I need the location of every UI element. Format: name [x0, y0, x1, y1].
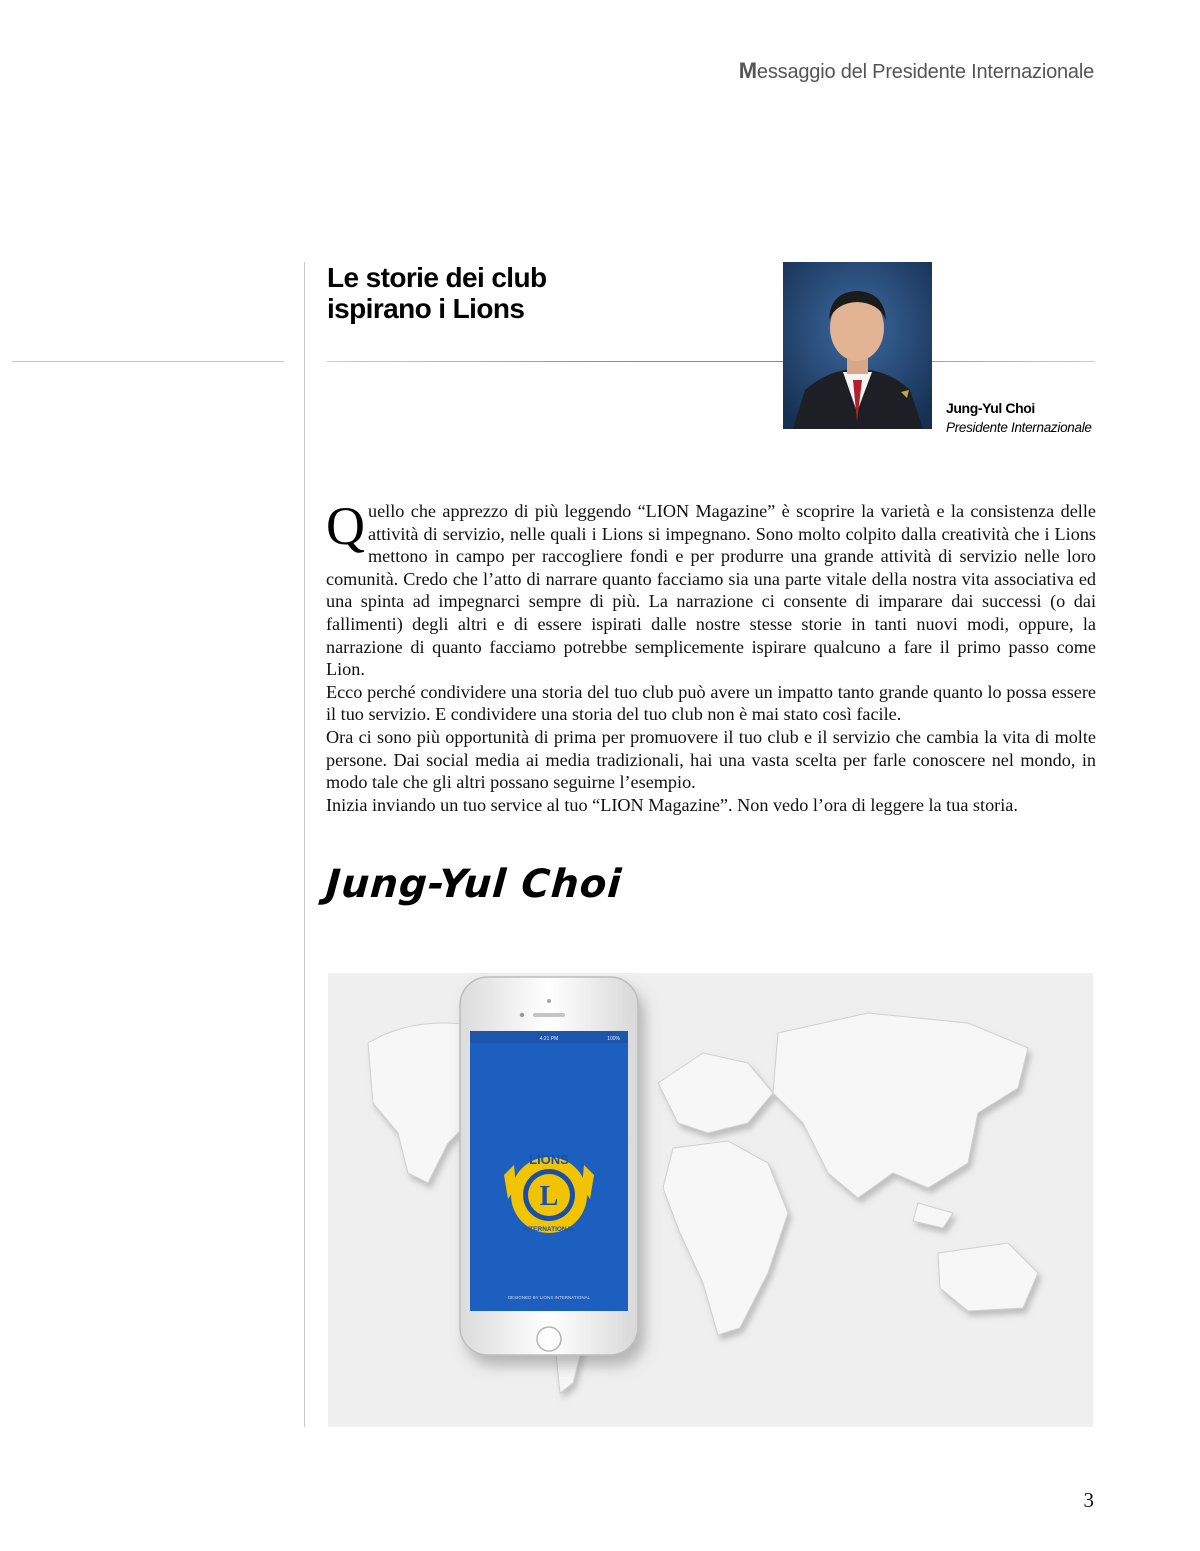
paragraph-2: Ecco perché condividere una storia del tuo club può avere un impatto tanto grande quanto lo possa essere il tuo servizio. E condividere una storia del tuo club non è mai stato così facile. [326, 681, 1096, 725]
svg-text:INTERNATIONAL: INTERNATIONAL [522, 1226, 576, 1233]
column-divider [304, 262, 305, 1427]
svg-text:LIONS: LIONS [529, 1152, 569, 1167]
running-head-text: essaggio del Presidente Internazionale [756, 61, 1094, 83]
paragraph-3: Ora ci sono più opportunità di prima per promuovere il tuo club e il servizio che cambia la vita di molte persone. Dai social media ai media tradizionali, hai una vasta scelta per farle conoscere nel mondo, in modo tale che gli altri possano seguirne l’esempio. [326, 726, 1096, 793]
paragraph-1-text: uello che apprezzo di più leggendo “LION Magazine” è scoprire la varietà e la consistenza delle attività di servizio, nelle quali i Lions si impegnano. Sono molto colpito dalla creatività che i Lions mettono in campo per raccogliere fondi e per produrre una grande attività di servizio nelle loro comunità. Credo che l’atto di narrare quanto facciamo sia una parte vitale della nostra vita associativa ed una spinta ad impegnarci sempre di più. La narrazione ci consente di imparare dai successi (o dai fallimenti) degli altri e di essere ispirati dalle nostre stesse storie in tanti nuovi modi, oppure, la narrazione di quanto facciamo potrebbe semplicemente ispirare qualcuno a fare il primo passo come Lion. [326, 501, 1096, 680]
phone-footer-text: DESIGNED BY LIONS INTERNATIONAL [507, 1295, 591, 1300]
drop-cap: Q [326, 496, 365, 556]
author-role: Presidente Internazionale [946, 420, 1092, 435]
header-rule [327, 361, 1095, 362]
running-head [739, 58, 1094, 84]
promo-illustration [328, 973, 1093, 1427]
phone-time: 4:21 PM [539, 1036, 559, 1042]
handwritten-signature: Jung-Yul Choi [324, 862, 624, 907]
article-body [326, 496, 1096, 816]
author-portrait [783, 262, 932, 429]
article-title-line-2: ispirano i Lions [327, 293, 525, 324]
paragraph-1 [326, 496, 1096, 681]
article-title [327, 262, 747, 324]
left-margin-rule [12, 361, 284, 362]
svg-text:L: L [539, 1181, 559, 1212]
paragraph-4: Inizia inviando un tuo service al tuo “LION Magazine”. Non vedo l’ora di leggere la tua storia. [326, 794, 1018, 815]
article-title-line-1: Le storie dei club [327, 262, 547, 293]
running-head-initial: M [738, 58, 757, 83]
page-number: 3 [1083, 1488, 1094, 1512]
phone-battery: 100% [607, 1036, 620, 1042]
author-name: Jung-Yul Choi [946, 400, 1035, 416]
